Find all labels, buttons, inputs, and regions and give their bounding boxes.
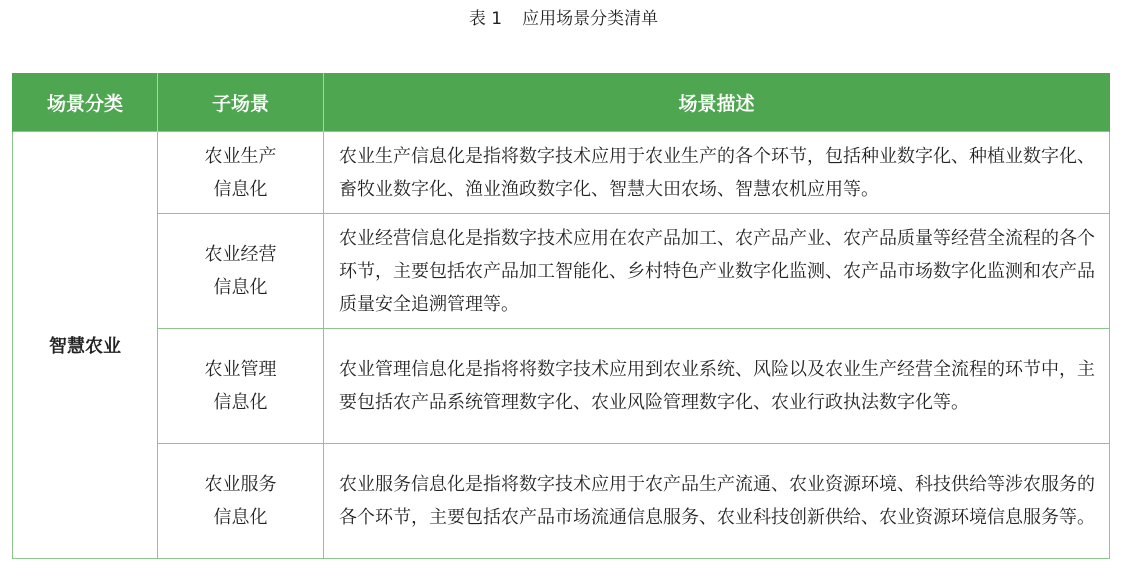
table-row (13, 132, 1110, 214)
description-cell: 农业生产信息化是指将数字技术应用于农业生产的各个环节，包括种业数字化、种植业数字化、畜牧业数字化、渔业渔政数字化、智慧大田农场、智慧农机应用等。 (324, 132, 1110, 214)
scene-table (12, 73, 1110, 559)
description-cell: 农业管理信息化是指将将数字技术应用到农业系统、风险以及农业生产经营全流程的环节中，主要包括农产品系统管理数字化、农业风险管理数字化、农业行政执法数字化等。 (324, 329, 1110, 444)
description-cell: 农业服务信息化是指将数字技术应用于农产品生产流通、农业资源环境、科技供给等涉农服务的各个环节，主要包括农产品市场流通信息服务、农业科技创新供给、农业资源环境信息服务等。 (324, 444, 1110, 559)
header-category: 场景分类 (13, 73, 158, 132)
table-row (13, 329, 1110, 444)
table-header-row (13, 73, 1110, 132)
category-cell: 智慧农业 (13, 132, 158, 559)
table-row (13, 214, 1110, 329)
subscene-cell (158, 329, 324, 444)
subscene-cell (158, 132, 324, 214)
subscene-line: 农业服务 (204, 474, 277, 495)
subscene-cell (158, 214, 324, 329)
subscene-line: 信息化 (213, 277, 268, 298)
header-description: 场景描述 (324, 73, 1110, 132)
subscene-line: 农业生产 (204, 145, 277, 167)
table-number: 表 1 (468, 9, 503, 29)
subscene-line: 农业经营 (204, 244, 277, 265)
subscene-line: 信息化 (213, 392, 268, 413)
subscene-line: 农业管理 (204, 359, 277, 380)
table-row (13, 444, 1110, 559)
table-caption (0, 6, 1127, 32)
subscene-line: 信息化 (213, 507, 268, 528)
subscene-cell (158, 444, 324, 559)
subscene-line: 信息化 (213, 178, 268, 200)
header-subscene: 子场景 (158, 73, 324, 132)
description-cell: 农业经营信息化是指数字技术应用在农产品加工、农产品产业、农产品质量等经营全流程的各个环节，主要包括农产品加工智能化、乡村特色产业数字化监测、农产品市场数字化监测和农产品质量安全追溯管理等。 (324, 214, 1110, 329)
table-title: 应用场景分类清单 (522, 9, 659, 29)
